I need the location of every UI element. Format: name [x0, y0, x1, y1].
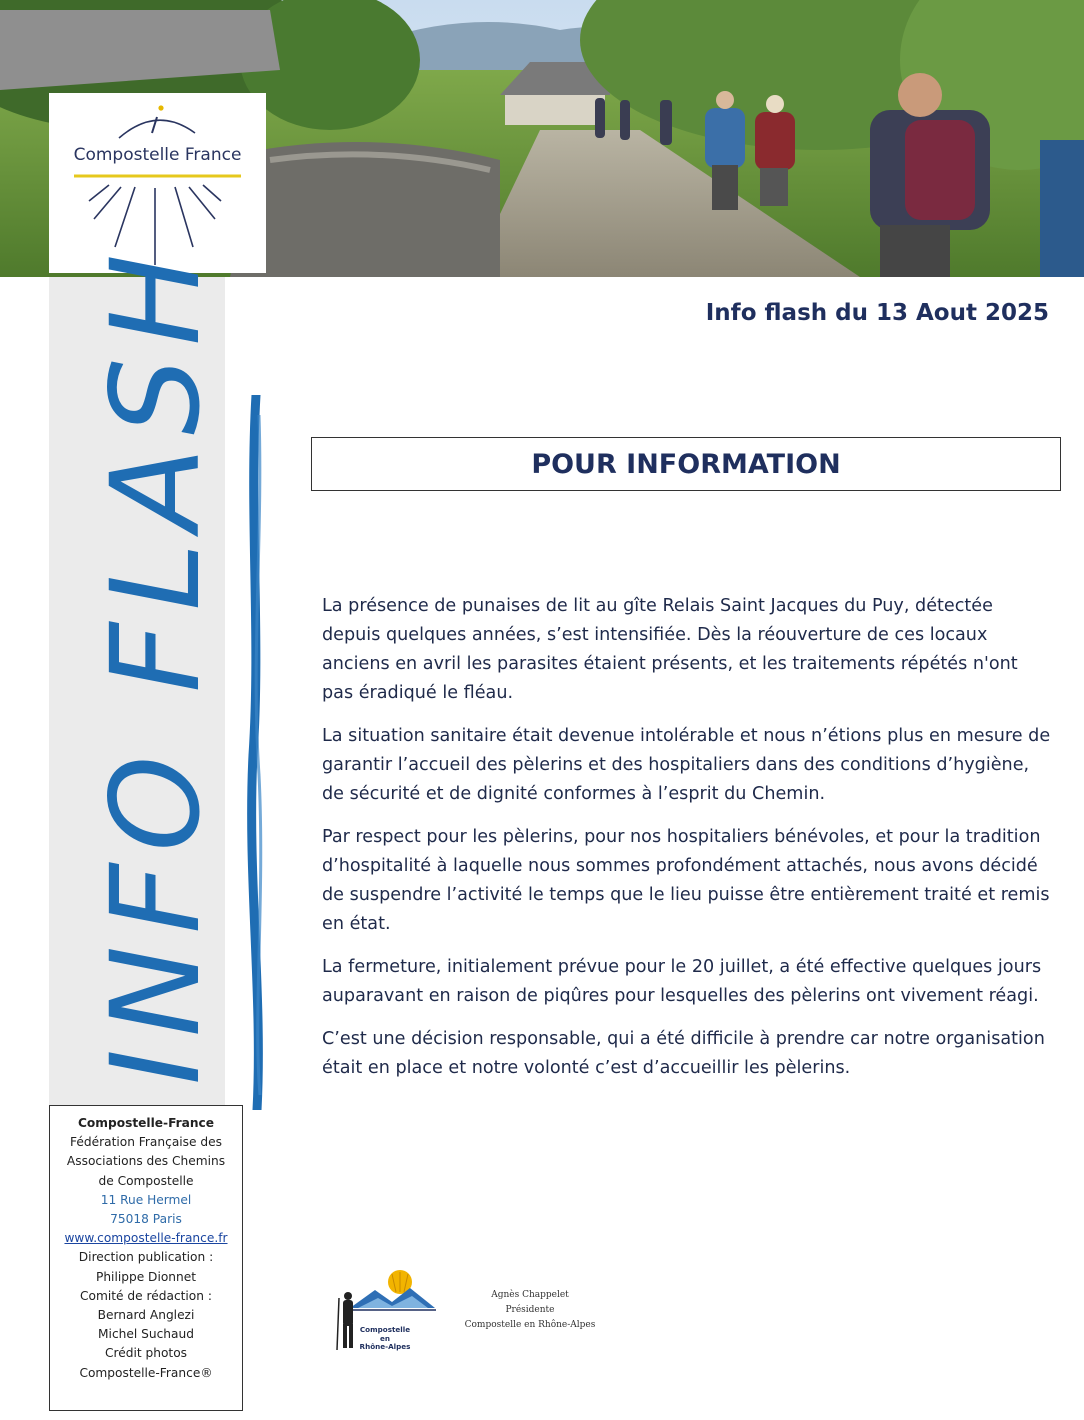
paragraph: La situation sanitaire était devenue intolérable et nous n’étions plus en mesure de garantir l’accueil des pèlerins et des hospitaliers dans des conditions d’hygiène, de sécurité et de dignité conformes à l’esprit du Chemin.	[322, 726, 1051, 804]
colophon-street: 11 Rue Hermel	[100, 1192, 192, 1207]
direction-name: Philippe Dionnet	[95, 1269, 197, 1284]
rhone-logo-line: en	[380, 1333, 390, 1343]
paragraph: Par respect pour les pèlerins, pour nos hospitaliers bénévoles, et pour la tradition d’hospitalité à laquelle nous sommes profondément attachés, nous avons décidé de suspendre l’activité le temps que le lieu puisse être entièrement traité et remis en état.	[322, 827, 1050, 934]
signature-block	[455, 1288, 605, 1333]
comite-member: Bernard Anglezi	[97, 1308, 195, 1323]
info-flash-date: Info flash du 13 Aout 2025	[705, 300, 1049, 326]
direction-label: Direction publication :	[78, 1250, 214, 1265]
colophon	[49, 1105, 243, 1411]
colophon-federation-line: Fédération Française des	[70, 1135, 222, 1150]
rhone-logo-line: Rhône-Alpes	[359, 1342, 411, 1351]
colophon-federation-line: Associations des Chemins	[66, 1154, 226, 1169]
vertical-title: INFO FLASH	[85, 241, 227, 1085]
signatory-role: Présidente	[505, 1305, 555, 1315]
logo-text: Compostelle France	[73, 145, 242, 165]
paragraph: La fermeture, initialement prévue pour le 20 juillet, a été effective quelques jours auparavant en raison de piqûres pour lesquelles des pèlerins ont vivement réagi.	[322, 957, 1042, 1006]
rhone-logo-line: Compostelle	[359, 1325, 411, 1334]
credit-label: Crédit photos	[104, 1346, 188, 1361]
paragraph: C’est une décision responsable, qui a été difficile à prendre car notre organisation était en place et notre volonté c’est d’accueillir les pèlerins.	[322, 1029, 1045, 1078]
headline-box	[311, 437, 1061, 491]
headline: POUR INFORMATION	[531, 448, 841, 480]
paragraph: La présence de punaises de lit au gîte Relais Saint Jacques du Puy, détectée depuis quelques années, s’est intensifiée. Dès la réouverture de ces locaux anciens en avril les parasites étaient présents, et les traitements répétés n'ont pas éradiqué le fléau.	[322, 596, 1018, 703]
colophon-federation-line: de Compostelle	[98, 1173, 194, 1188]
article-body	[322, 592, 1052, 1097]
website-link[interactable]: www.compostelle-france.fr	[64, 1231, 228, 1246]
comite-label: Comité de rédaction :	[80, 1288, 212, 1303]
signatory-org: Compostelle en Rhône-Alpes	[464, 1320, 596, 1330]
signatory-name: Agnès Chappelet	[491, 1290, 569, 1300]
rhone-logo-caption	[330, 1326, 440, 1352]
credit-name: Compostelle-France®	[79, 1365, 213, 1380]
colophon-city: 75018 Paris	[110, 1212, 182, 1227]
colophon-org: Compostelle-France	[77, 1116, 215, 1130]
brush-stroke-divider	[243, 395, 273, 1110]
comite-member: Michel Suchaud	[98, 1327, 194, 1342]
